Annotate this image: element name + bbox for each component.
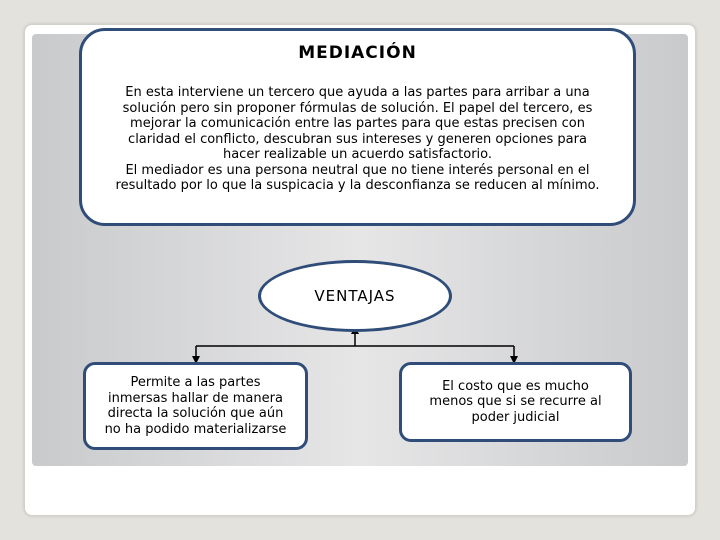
- advantage-line: inmersas hallar de manera: [108, 390, 283, 406]
- description-line: solución pero sin proponer fórmulas de solución. El papel del tercero, es: [122, 100, 593, 116]
- mediacion-title: MEDIACIÓN: [298, 43, 417, 63]
- description-line: mejorar la comunicación entre las partes para que estas precisen con: [130, 116, 585, 131]
- description-line: El mediador es una persona neutral que no tiene interés personal en el: [125, 162, 590, 178]
- description-line: En esta interviene un tercero que ayuda a las partes para arribar a una: [125, 85, 590, 100]
- advantage-line: no ha podido materializarse: [104, 421, 287, 437]
- description-line: claridad el conflicto, descubran sus intereses y generen opciones para: [128, 131, 587, 147]
- description-line: hacer realizable un acuerdo satisfactorio.: [222, 147, 493, 162]
- advantage-box-right: [399, 362, 632, 442]
- ventajas-node: VENTAJAS: [258, 260, 452, 332]
- advantage-line: directa la solución que aún: [107, 406, 284, 421]
- advantage-line: poder judicial: [471, 409, 560, 425]
- description-line: resultado por lo que la suspicacia y la desconfianza se reducen al mínimo.: [115, 178, 600, 193]
- advantage-line: Permite a las partes: [130, 375, 261, 390]
- advantage-box-left: [83, 362, 308, 450]
- advantage-line: menos que si se recurre al: [429, 394, 602, 410]
- advantage-line: El costo que es mucho: [442, 378, 589, 394]
